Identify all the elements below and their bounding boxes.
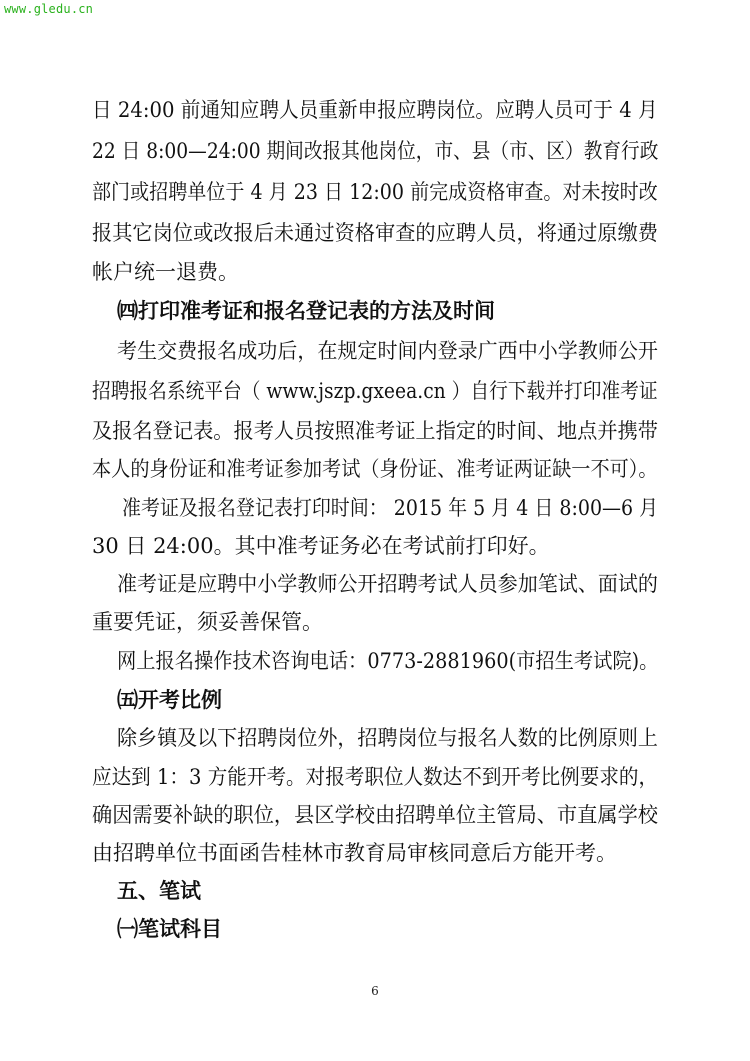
paragraph-line: 重要凭证，须妥善保管。 — [92, 610, 323, 634]
paragraph-line: 除乡镇及以下招聘岗位外，招聘岗位与报名人数的比例原则上 — [117, 726, 658, 750]
paragraph-line: 日 24:00 前通知应聘人员重新申报应聘岗位。应聘人员可于 4 月 — [92, 98, 658, 122]
paragraph-line: 及报名登记表。报考人员按照准考证上指定的时间、地点并携带 — [92, 419, 659, 443]
paragraph-line: 部门或招聘单位于 4 月 23 日 12:00 前完成资格审查。对未按时改 — [92, 180, 658, 204]
section-heading-exam-ratio: ㈤开考比例 — [117, 688, 222, 712]
paragraph-line: 30 日 24:00。其中准考证务必在考试前打印好。 — [92, 534, 550, 558]
paragraph-line: 准考证及报名登记表打印时间： 2015 年 5 月 4 日 8:00—6 月 — [122, 496, 659, 520]
page-number: 6 — [371, 984, 379, 998]
paragraph-line: 22 日 8:00—24:00 期间改报其他岗位，市、县（市、区）教育行政 — [92, 139, 659, 163]
paragraph-line: 报其它岗位或改报后未通过资格审查的应聘人员，将通过原缴费 — [92, 221, 659, 245]
paragraph-line: 由招聘单位书面函告桂林市教育局审核同意后方能开考。 — [92, 841, 617, 865]
site-watermark: www.gledu.cn — [4, 2, 94, 16]
section-heading-exam-subjects: ㈠笔试科目 — [117, 917, 222, 941]
paragraph-line: 帐户统一退费。 — [92, 260, 239, 284]
paragraph-line: 应达到 1：3 方能开考。对报考职位人数达不到开考比例要求的， — [92, 765, 659, 789]
section-heading-print-admission: ㈣打印准考证和报名登记表的方法及时间 — [117, 299, 495, 323]
paragraph-line: 网上报名操作技术咨询电话：0773-2881960(市招生考试院)。 — [117, 649, 659, 673]
paragraph-line: 考生交费报名成功后，在规定时间内登录广西中小学教师公开 — [117, 339, 658, 363]
paragraph-line: 招聘报名系统平台（ www.jszp.gxeea.cn ）自行下载并打印准考证 — [92, 379, 658, 403]
paragraph-line: 本人的身份证和准考证参加考试（身份证、准考证两证缺一不可）。 — [92, 457, 658, 481]
paragraph-line: 准考证是应聘中小学教师公开招聘考试人员参加笔试、面试的 — [117, 572, 658, 596]
paragraph-line: 确因需要补缺的职位，县区学校由招聘单位主管局、市直属学校 — [92, 803, 659, 827]
section-heading-written-exam: 五、笔试 — [117, 879, 201, 903]
